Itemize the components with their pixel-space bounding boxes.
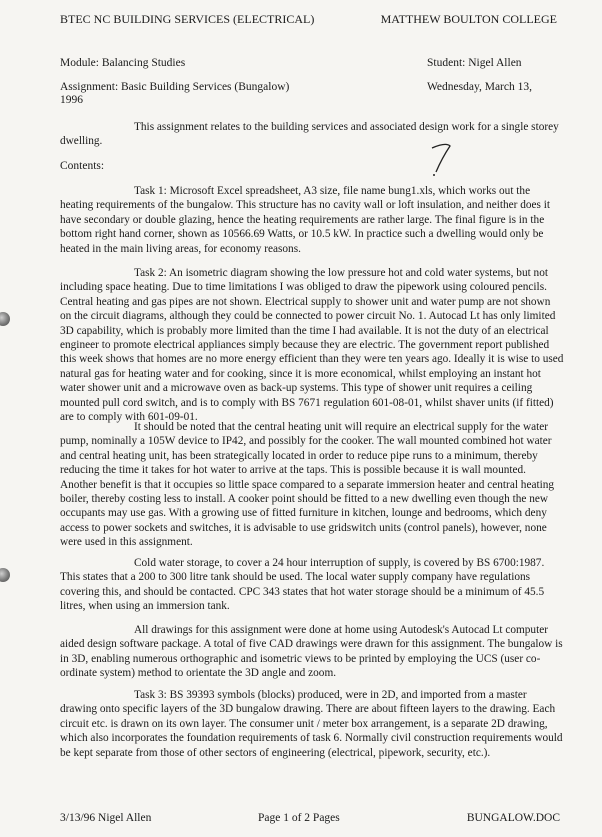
punch-hole	[0, 568, 10, 582]
intro-paragraph: This assignment relates to the building services and associated design work for a single storey dwelling.	[60, 121, 559, 148]
student-label: Student: Nigel Allen	[427, 57, 522, 69]
footer-page-number: Page 1 of 2 Pages	[258, 812, 340, 824]
task1-paragraph: Task 1: Microsoft Excel spreadsheet, A3 size, file name bung1.xls, which works out the heating requirements of the bungalow. This structure has no cavity wall or loft insulation, and neither does it have secondary or double glazing, hence the heating requirements are rather large. The final figure is in the bottom right hand corner, shown as 10566.69 Watts, or 10.5 kW. In practice such a dwelling would only be heated in the main living areas, for economy reasons.	[60, 185, 551, 255]
college-header: MATTHEW BOULTON COLLEGE	[380, 12, 557, 26]
cold-water-paragraph: Cold water storage, to cover a 24 hour interruption of supply, is covered by BS 6700:1987. This states that a 200 to 300 litre tank should be used. The local water supply company have regulations covering this, and should be contacted. CPC 343 states that hot water storage should be a minimum of 45.5 litres, when using an immersion tank.	[60, 557, 545, 613]
task3-paragraph: Task 3: BS 39393 symbols (blocks) produced, were in 2D, and imported from a master drawing onto specific layers of the 3D bungalow drawing. There are about fifteen layers to the drawing. Each circuit etc. is drawn on its own layer. The consumer unit / meter box arrangement, is a separate 2D drawing, which also incorporates the foundation requirements of task 6. Normally civil construction requirements would be kept separate from those of other sectors of engineering (electrical, pipework, security, etc.).	[60, 689, 563, 759]
course-header: BTEC NC BUILDING SERVICES (ELECTRICAL)	[60, 12, 315, 26]
drawings-paragraph: All drawings for this assignment were done at home using Autodesk's Autocad Lt computer aided design software package. A total of five CAD drawings were drawn for this assignment. The bungalow is in 3D, enabling numerous orthographic and isometric views to be printed by employing the UCS (user co-ordinate system) method to orientate the 3D angle and zoom.	[60, 624, 563, 680]
task2-paragraph: Task 2: An isometric diagram showing the low pressure hot and cold water systems, but not including space heating. Due to time limitations I was obliged to draw the pipework using coloured pencils. Central heating and gas pipes are not shown. Electrical supply to shower unit and water pump are not shown on the circuit diagrams, although they could be connected to power circuit No. 1. Autocad Lt has only limited 3D capability, which is probably more limited than the time I had available. It is not the duty of an electrical engineer to promote electrical appliances simply because they are electric. The government report published this week shows that homes are no more energy efficient than they were ten years ago. Ideally it is wise to used natural gas for heating water and for cooking, since it is more economical, whilst employing an instant hot water shower unit and a microwave oven as back-up systems. This type of shower unit requires a ceiling mounted pull cord switch, and is to comply with BS 7671 regulation 601-08-01, whilst shaver units (if fitted) are to comply with 601-09-01.	[60, 267, 564, 424]
handwritten-mark	[424, 138, 464, 178]
date-label: Wednesday, March 13,	[427, 81, 532, 93]
module-label: Module: Balancing Studies	[60, 57, 186, 69]
contents-label: Contents:	[60, 160, 105, 172]
footer-date-author: 3/13/96 Nigel Allen	[60, 812, 152, 824]
footer-filename: BUNGALOW.DOC	[466, 812, 560, 824]
note-paragraph: It should be noted that the central heating unit will require an electrical supply for the water pump, nominally a 105W device to IP42, and possibly for the cooker. The wall mounted combined hot water and central heating unit, has been strategically located in order to reduce pipe runs to a minimum, thereby reducing the time it takes for hot water to arrive at the taps. This is possible because it is wall mounted. Another benefit is that it occupies so little space compared to a separate immersion heater and central heating boiler, thereby costing less to install. A cooker point should be fitted to a new dwelling even though the new occupants may use gas. With a growing use of fitted furniture in kitchen, lounge and bedrooms, which deny access to power sockets and switches, it is advisable to use gridswitch units (control panels), however, none were used in this assignment.	[60, 421, 555, 549]
assignment-year: 1996	[60, 94, 83, 106]
punch-hole	[0, 312, 10, 326]
assignment-title: Assignment: Basic Building Services (Bungalow)	[60, 81, 290, 93]
